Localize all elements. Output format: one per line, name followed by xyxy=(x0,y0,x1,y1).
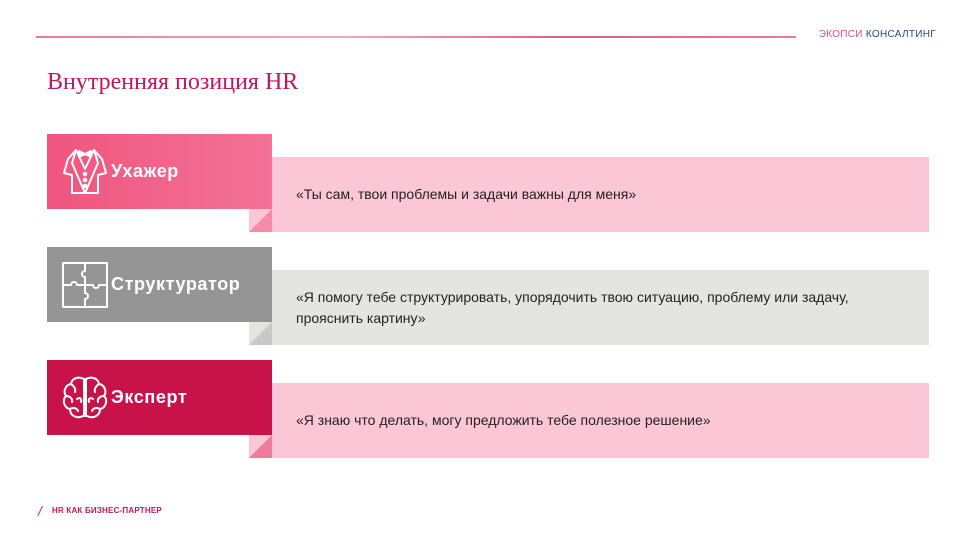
role-row-expert xyxy=(0,360,960,460)
tuxedo-icon xyxy=(59,146,111,198)
quote-text: «Я помогу тебе структурировать, упорядочить твою ситуацию, проблему или задачу, прояснить картину» xyxy=(296,288,849,326)
footer-slash: / xyxy=(38,503,42,519)
quote-text: «Я знаю что делать, могу предложить тебе полезное решение» xyxy=(296,412,711,428)
role-tab xyxy=(47,134,272,209)
role-tab xyxy=(47,247,272,322)
puzzle-icon xyxy=(59,259,111,311)
role-label: Структуратор xyxy=(111,274,241,294)
brand-part1: ЭКОПСИ xyxy=(818,29,863,40)
brain-icon xyxy=(59,372,111,424)
page-title: Внутренняя позиция HR xyxy=(47,69,299,95)
role-row-caretaker xyxy=(0,134,960,234)
header-divider xyxy=(36,36,796,38)
footer-section-title: HR КАК БИЗНЕС-ПАРТНЕР xyxy=(52,506,162,515)
role-label: Ухажер xyxy=(111,161,179,181)
quote-panel xyxy=(249,383,929,458)
brand-logo xyxy=(819,29,936,40)
quote-text: «Ты сам, твои проблемы и задачи важны для меня» xyxy=(296,186,637,202)
role-tab xyxy=(47,360,272,435)
quote-panel xyxy=(249,270,929,345)
role-row-structurer xyxy=(0,247,960,347)
role-label: Эксперт xyxy=(111,387,188,407)
quote-panel xyxy=(249,157,929,232)
brand-part2: КОНСАЛТИНГ xyxy=(865,29,936,40)
